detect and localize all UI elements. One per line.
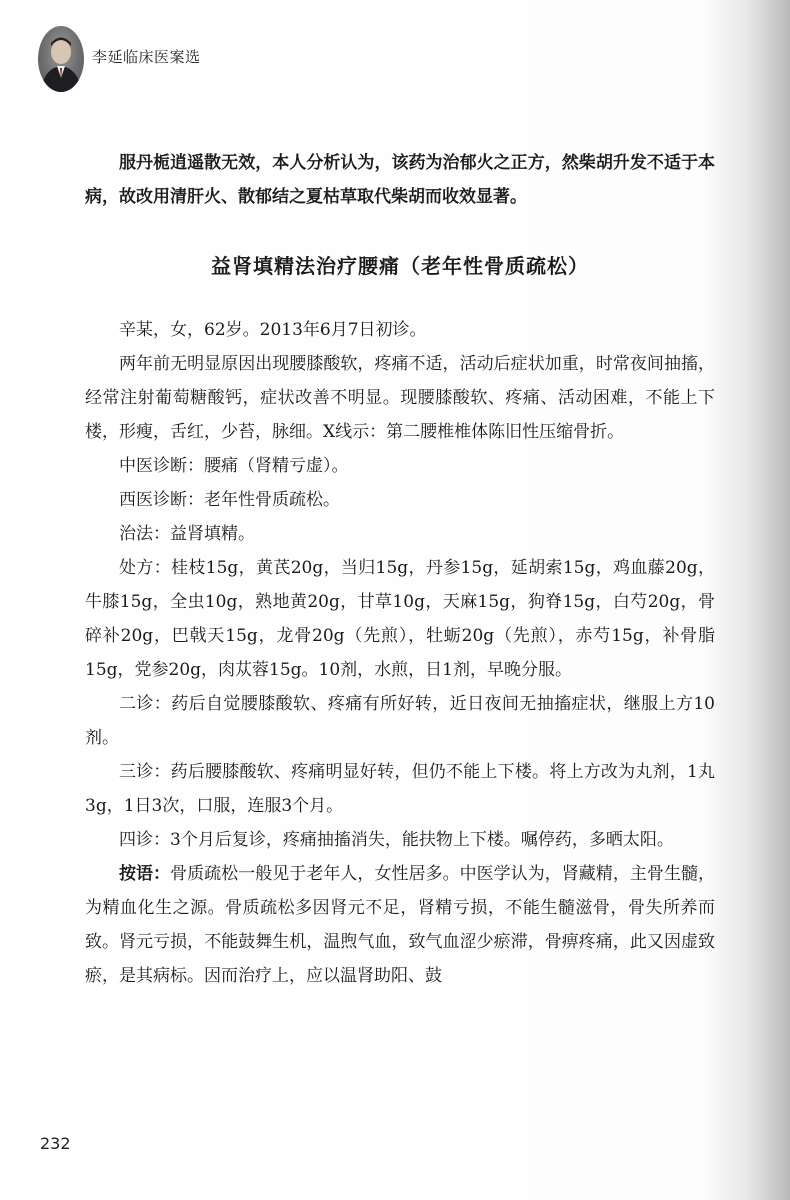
second-visit: 二诊：药后自觉腰膝酸软、疼痛有所好转，近日夜间无抽搐症状，继服上方10剂。 — [85, 694, 715, 748]
fourth-visit: 四诊：3个月后复诊，疼痛抽搐消失，能扶物上下楼。嘱停药，多晒太阳。 — [119, 830, 674, 850]
tcm-diagnosis: 中医诊断：腰痛（肾精亏虚）。 — [119, 456, 349, 476]
author-portrait — [38, 26, 84, 92]
commentary-text: 骨质疏松一般见于老年人，女性居多。中医学认为，肾藏精，主骨生髓，为精血化生之源。骨质疏松多因肾元不足，肾精亏损，不能生髓滋骨，骨失所养而致。肾元亏损，不能鼓舞生机，温煦气血，致气血涩少瘀滞，骨痹疼痛，此又因虚致瘀，是其病标。因而治疗上，应以温肾助阳、鼓 — [85, 864, 716, 986]
running-header — [38, 26, 308, 92]
book-title: 李延临床医案选 — [92, 48, 201, 66]
page-body — [85, 146, 715, 993]
treatment-method: 治法：益肾填精。 — [119, 524, 255, 544]
section-title: 益肾填精法治疗腰痛（老年性骨质疏松） — [211, 254, 589, 278]
case-history: 两年前无明显原因出现腰膝酸软，疼痛不适，活动后症状加重，时常夜间抽搐，经常注射葡萄糖酸钙，症状改善不明显。现腰膝酸软、疼痛、活动困难，不能上下楼，形瘦，舌红，少苔，脉细。X线示：第二腰椎椎体陈旧性压缩骨折。 — [85, 354, 715, 442]
page-number: 232 — [40, 1134, 71, 1153]
patient-info: 辛某，女，62岁。2013年6月7日初诊。 — [119, 320, 427, 340]
prescription: 处方：桂枝15g，黄芪20g，当归15g，丹参15g，延胡索15g，鸡血藤20g，牛膝15g，全虫10g，熟地黄20g，甘草10g，天麻15g，狗脊15g，白芍20g，骨碎补20g，巴戟天15g，龙骨20g（先煎），牡蛎20g（先煎），赤芍15g，补骨脂15g，党参20g，肉苁蓉15g。10剂，水煎，日1剂，早晚分服。 — [85, 558, 715, 680]
commentary-label: 按语： — [119, 864, 171, 884]
intro-paragraph: 服丹栀逍遥散无效，本人分析认为，该药为治郁火之正方，然柴胡升发不适于本病，故改用清肝火、散郁结之夏枯草取代柴胡而收效显著。 — [85, 153, 715, 207]
third-visit: 三诊：药后腰膝酸软、疼痛明显好转，但仍不能上下楼。将上方改为丸剂，1丸3g，1日3次，口服，连服3个月。 — [85, 762, 715, 816]
western-diagnosis: 西医诊断：老年性骨质疏松。 — [119, 490, 340, 510]
commentary — [85, 857, 715, 993]
